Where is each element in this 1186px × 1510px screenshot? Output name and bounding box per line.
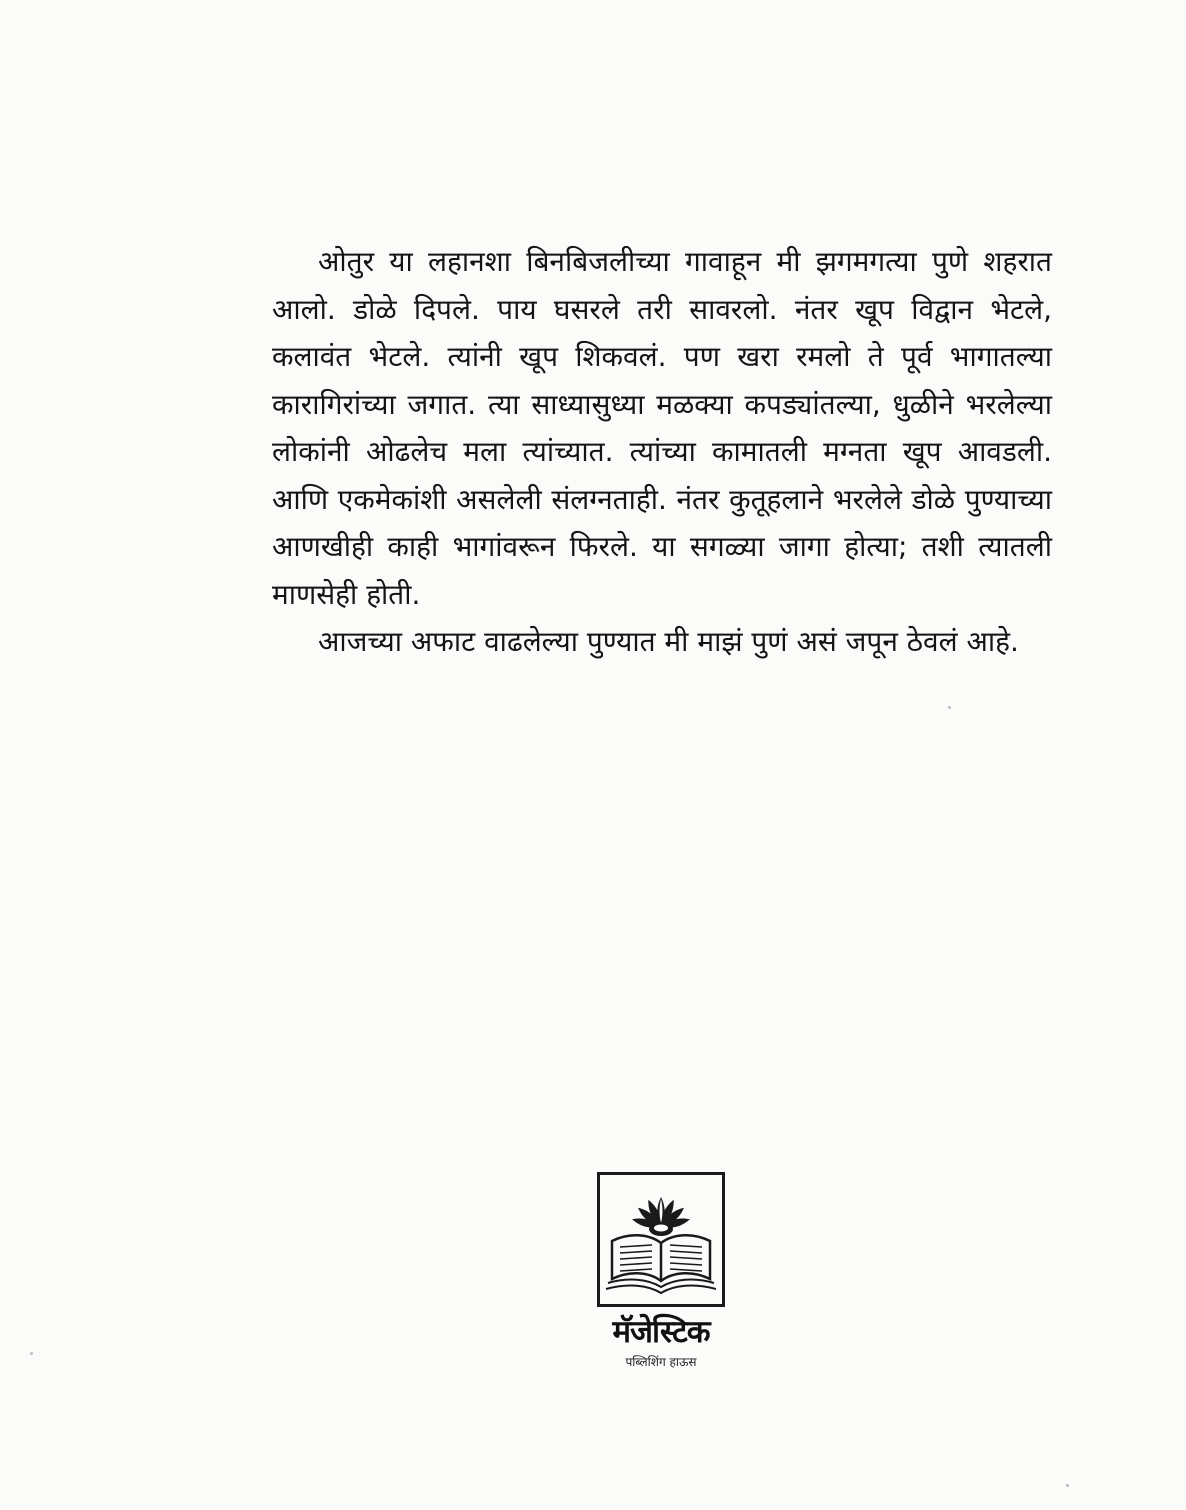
blurb-paragraph-1: ओतुर या लहानशा बिनबिजलीच्या गावाहून मी झगमगत्या पुणे शहरात आलो. डोळे दिपले. पाय घसरले तरी सावरलो. नंतर खूप विद्वान भेटले, कलावंत भेटले. त्यांनी खूप शिकवलं. पण खरा रमलो ते पूर्व भागातल्या कारागिरांच्या जगात. त्या साध्यासुध्या मळक्या कपड्यांतल्या, धुळीने भरलेल्या लोकांनी ओढलेच मला त्यांच्यात. त्यांच्या कामातली मग्नता खूप आवडली. आणि एकमेकांशी असलेली संलग्नताही. नंतर कुतूहलाने भरलेले डोळे पुण्याच्या आणखीही काही भागांवरून फिरले. या सगळ्या जागा होत्या; तशी त्यातली माणसेही होती. bbox=[272, 245, 1052, 611]
paper-speck bbox=[948, 706, 951, 709]
blurb-paragraph-2: आजच्या अफाट वाढलेल्या पुण्यात मी माझं पुणं असं जपून ठेवलं आहे. bbox=[318, 625, 1019, 658]
blurb-text bbox=[272, 238, 1052, 666]
paper-speck bbox=[30, 1352, 33, 1355]
logo-frame bbox=[597, 1172, 725, 1307]
paper-speck bbox=[1066, 1484, 1069, 1487]
publisher-tagline: पब्लिशिंग हाऊस bbox=[625, 1355, 697, 1369]
publisher-logo bbox=[586, 1172, 736, 1369]
lotus-over-open-book-icon bbox=[600, 1175, 722, 1304]
publisher-name: मॅजेस्टिक bbox=[612, 1314, 710, 1350]
